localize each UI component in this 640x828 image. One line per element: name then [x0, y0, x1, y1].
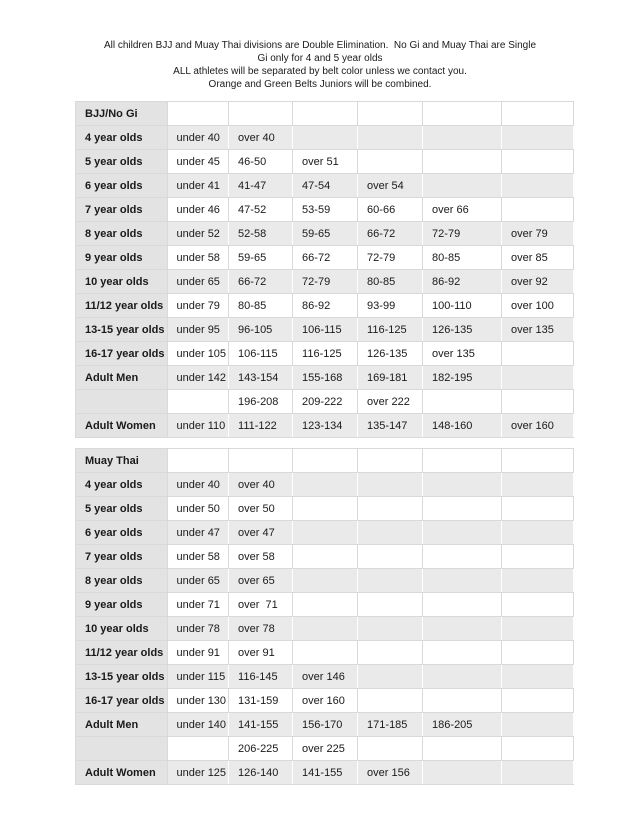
age-group-label-cell: 6 year olds	[76, 174, 168, 198]
division-row	[76, 150, 574, 174]
division-row	[76, 270, 574, 294]
age-group-label-cell: BJJ/No Gi	[76, 102, 168, 126]
weight-range-cell: 93-99	[358, 294, 423, 318]
weight-range-cell	[358, 665, 423, 689]
age-group-label-cell: Adult Women	[76, 414, 168, 438]
weight-range-cell	[423, 497, 502, 521]
age-group-label-cell: 8 year olds	[76, 222, 168, 246]
weight-range-cell	[358, 102, 423, 126]
weight-range-cell	[423, 174, 502, 198]
notice-line-2: Gi only for 4 and 5 year olds	[257, 53, 383, 64]
weight-range-cell: 126-135	[423, 318, 502, 342]
age-group-label-cell	[76, 390, 168, 414]
division-row	[76, 198, 574, 222]
weight-range-cell	[167, 737, 229, 761]
weight-range-cell	[167, 449, 229, 473]
weight-range-cell: 66-72	[358, 222, 423, 246]
weight-range-cell: 72-79	[423, 222, 502, 246]
weight-range-cell: 53-59	[293, 198, 358, 222]
weight-range-cell: 148-160	[423, 414, 502, 438]
weight-range-cell	[358, 689, 423, 713]
weight-range-cell: over 160	[502, 414, 574, 438]
weight-range-cell: under 125	[167, 761, 229, 785]
age-group-label-cell: Adult Men	[76, 366, 168, 390]
weight-range-cell: under 41	[167, 174, 229, 198]
weight-range-cell: 80-85	[358, 270, 423, 294]
weight-range-cell: over 79	[502, 222, 574, 246]
weight-range-cell	[293, 449, 358, 473]
weight-range-cell: 209-222	[293, 390, 358, 414]
age-group-label-cell: 8 year olds	[76, 569, 168, 593]
division-row	[76, 449, 574, 473]
weight-range-cell	[502, 761, 574, 785]
weight-range-cell: over 54	[358, 174, 423, 198]
weight-range-cell: 59-65	[229, 246, 293, 270]
notice-line-4: Orange and Green Belts Juniors will be combined.	[208, 79, 432, 90]
weight-range-cell: 206-225	[229, 737, 293, 761]
weight-range-cell: over 100	[502, 294, 574, 318]
division-row	[76, 102, 574, 126]
weight-range-cell: 86-92	[423, 270, 502, 294]
age-group-label-cell: Adult Women	[76, 761, 168, 785]
weight-range-cell	[423, 569, 502, 593]
division-row	[76, 473, 574, 497]
age-group-label-cell: 13-15 year olds	[76, 665, 168, 689]
weight-range-cell: under 45	[167, 150, 229, 174]
division-row	[76, 497, 574, 521]
weight-range-cell: under 65	[167, 270, 229, 294]
age-group-label-cell: 16-17 year olds	[76, 689, 168, 713]
division-row	[76, 737, 574, 761]
weight-range-cell: over 58	[229, 545, 293, 569]
age-group-label-cell: 9 year olds	[76, 593, 168, 617]
division-row	[76, 294, 574, 318]
weight-range-cell: 60-66	[358, 198, 423, 222]
notice-line-3: ALL athletes will be separated by belt color unless we contact you.	[173, 66, 467, 77]
weight-range-cell	[423, 641, 502, 665]
weight-range-cell	[229, 102, 293, 126]
weight-range-cell: under 58	[167, 545, 229, 569]
weight-range-cell	[502, 593, 574, 617]
age-group-label-cell	[76, 737, 168, 761]
age-group-label-cell: 11/12 year olds	[76, 641, 168, 665]
weight-range-cell	[358, 617, 423, 641]
weight-range-cell	[502, 689, 574, 713]
weight-range-cell: 116-125	[293, 342, 358, 366]
weight-range-cell	[358, 126, 423, 150]
weight-range-cell	[502, 521, 574, 545]
weight-range-cell: under 46	[167, 198, 229, 222]
weight-range-cell	[293, 102, 358, 126]
weight-range-cell: 41-47	[229, 174, 293, 198]
weight-range-cell	[358, 545, 423, 569]
age-group-label-cell: 7 year olds	[76, 198, 168, 222]
weight-range-cell: over 40	[229, 126, 293, 150]
weight-range-cell: 80-85	[229, 294, 293, 318]
weight-range-cell	[423, 593, 502, 617]
weight-range-cell	[502, 641, 574, 665]
weight-range-cell: over 91	[229, 641, 293, 665]
weight-range-cell: 106-115	[229, 342, 293, 366]
weight-range-cell	[358, 449, 423, 473]
weight-range-cell: under 65	[167, 569, 229, 593]
weight-range-cell	[358, 150, 423, 174]
weight-range-cell	[293, 521, 358, 545]
weight-range-cell: 123-134	[293, 414, 358, 438]
weight-range-cell: over 156	[358, 761, 423, 785]
weight-range-cell: under 91	[167, 641, 229, 665]
weight-range-cell: 135-147	[358, 414, 423, 438]
weight-range-cell: over 225	[293, 737, 358, 761]
weight-range-cell	[423, 545, 502, 569]
weight-range-cell: 100-110	[423, 294, 502, 318]
weight-range-cell	[502, 665, 574, 689]
weight-range-cell: over 92	[502, 270, 574, 294]
weight-range-cell	[502, 342, 574, 366]
division-row	[76, 641, 574, 665]
weight-range-cell: under 40	[167, 473, 229, 497]
division-row	[76, 545, 574, 569]
weight-range-cell	[293, 593, 358, 617]
weight-range-cell	[358, 641, 423, 665]
weight-range-cell: under 79	[167, 294, 229, 318]
weight-range-cell	[502, 497, 574, 521]
weight-range-cell	[502, 449, 574, 473]
weight-range-cell	[167, 102, 229, 126]
weight-range-cell	[293, 126, 358, 150]
weight-range-cell: 80-85	[423, 246, 502, 270]
weight-range-cell: under 115	[167, 665, 229, 689]
weight-range-cell	[167, 390, 229, 414]
age-group-label-cell: 5 year olds	[76, 150, 168, 174]
weight-range-cell	[423, 761, 502, 785]
weight-range-cell	[293, 569, 358, 593]
notice-line-1: All children BJJ and Muay Thai divisions are Double Elimination. No Gi and Muay Thai are Single	[103, 40, 537, 51]
division-row	[76, 593, 574, 617]
weight-range-cell: under 58	[167, 246, 229, 270]
weight-range-cell: 196-208	[229, 390, 293, 414]
division-row	[76, 617, 574, 641]
weight-range-cell	[423, 150, 502, 174]
weight-range-cell	[293, 497, 358, 521]
division-row	[76, 713, 574, 737]
weight-range-cell: 169-181	[358, 366, 423, 390]
weight-range-cell: 47-54	[293, 174, 358, 198]
weight-range-cell: under 40	[167, 126, 229, 150]
weight-range-cell: 186-205	[423, 713, 502, 737]
age-group-label-cell: 10 year olds	[76, 270, 168, 294]
weight-range-cell	[502, 366, 574, 390]
weight-range-cell: over 65	[229, 569, 293, 593]
weight-range-cell	[293, 473, 358, 497]
weight-range-cell	[358, 497, 423, 521]
weight-range-cell	[423, 473, 502, 497]
weight-range-cell: 111-122	[229, 414, 293, 438]
weight-range-cell	[358, 737, 423, 761]
age-group-label-cell: 6 year olds	[76, 521, 168, 545]
division-row	[76, 521, 574, 545]
weight-range-cell: under 50	[167, 497, 229, 521]
weight-range-cell: 131-159	[229, 689, 293, 713]
weight-range-cell	[423, 449, 502, 473]
weight-range-cell	[502, 174, 574, 198]
weight-range-cell	[423, 102, 502, 126]
weight-range-cell: over 50	[229, 497, 293, 521]
age-group-label-cell: 16-17 year olds	[76, 342, 168, 366]
muay-thai-divisions-table	[75, 448, 574, 785]
division-row	[76, 390, 574, 414]
weight-range-cell	[502, 198, 574, 222]
division-row	[76, 689, 574, 713]
weight-range-cell: 141-155	[229, 713, 293, 737]
weight-range-cell	[502, 737, 574, 761]
weight-range-cell	[423, 390, 502, 414]
weight-range-cell: over 135	[423, 342, 502, 366]
weight-range-cell: over 222	[358, 390, 423, 414]
age-group-label-cell: Muay Thai	[76, 449, 168, 473]
weight-range-cell	[423, 689, 502, 713]
weight-range-cell	[423, 737, 502, 761]
weight-range-cell: 143-154	[229, 366, 293, 390]
weight-range-cell: 171-185	[358, 713, 423, 737]
weight-range-cell: 86-92	[293, 294, 358, 318]
weight-range-cell: 106-115	[293, 318, 358, 342]
age-group-label-cell: 11/12 year olds	[76, 294, 168, 318]
weight-range-cell: under 52	[167, 222, 229, 246]
age-group-label-cell: 10 year olds	[76, 617, 168, 641]
weight-range-cell: over 47	[229, 521, 293, 545]
weight-range-cell: 52-58	[229, 222, 293, 246]
weight-range-cell: 156-170	[293, 713, 358, 737]
division-row	[76, 665, 574, 689]
weight-range-cell	[502, 713, 574, 737]
division-row	[76, 126, 574, 150]
division-row	[76, 174, 574, 198]
age-group-label-cell: 4 year olds	[76, 473, 168, 497]
weight-range-cell	[423, 521, 502, 545]
weight-range-cell: under 140	[167, 713, 229, 737]
age-group-label-cell: 5 year olds	[76, 497, 168, 521]
weight-range-cell: 72-79	[293, 270, 358, 294]
weight-range-cell	[293, 641, 358, 665]
weight-range-cell: 59-65	[293, 222, 358, 246]
division-row	[76, 246, 574, 270]
age-group-label-cell: 4 year olds	[76, 126, 168, 150]
bjj-nogi-divisions-table	[75, 101, 574, 438]
weight-range-cell	[423, 126, 502, 150]
weight-range-cell: under 110	[167, 414, 229, 438]
weight-range-cell: over 85	[502, 246, 574, 270]
weight-range-cell: under 130	[167, 689, 229, 713]
weight-range-cell: 126-140	[229, 761, 293, 785]
weight-range-cell: under 47	[167, 521, 229, 545]
weight-range-cell: 116-125	[358, 318, 423, 342]
weight-range-cell	[293, 617, 358, 641]
weight-range-cell	[358, 521, 423, 545]
weight-range-cell: over 66	[423, 198, 502, 222]
weight-range-cell	[423, 665, 502, 689]
division-row	[76, 366, 574, 390]
weight-range-cell: 66-72	[229, 270, 293, 294]
weight-range-cell	[502, 390, 574, 414]
weight-range-cell: 96-105	[229, 318, 293, 342]
age-group-label-cell: 9 year olds	[76, 246, 168, 270]
weight-range-cell: 46-50	[229, 150, 293, 174]
weight-range-cell: 182-195	[423, 366, 502, 390]
age-group-label-cell: 7 year olds	[76, 545, 168, 569]
weight-range-cell: under 71	[167, 593, 229, 617]
weight-range-cell: 47-52	[229, 198, 293, 222]
weight-range-cell: 66-72	[293, 246, 358, 270]
division-row	[76, 761, 574, 785]
weight-range-cell: 126-135	[358, 342, 423, 366]
age-group-label-cell: Adult Men	[76, 713, 168, 737]
weight-range-cell: over 160	[293, 689, 358, 713]
weight-range-cell	[358, 473, 423, 497]
weight-range-cell	[502, 569, 574, 593]
weight-range-cell	[502, 617, 574, 641]
weight-range-cell	[229, 449, 293, 473]
weight-range-cell: under 105	[167, 342, 229, 366]
weight-range-cell	[502, 102, 574, 126]
weight-range-cell: under 95	[167, 318, 229, 342]
weight-range-cell	[293, 545, 358, 569]
weight-range-cell	[358, 593, 423, 617]
notice-block	[0, 39, 640, 91]
weight-range-cell	[502, 150, 574, 174]
weight-range-cell: 155-168	[293, 366, 358, 390]
weight-range-cell	[358, 569, 423, 593]
weight-range-cell: over 146	[293, 665, 358, 689]
weight-range-cell: under 142	[167, 366, 229, 390]
division-row	[76, 318, 574, 342]
weight-range-cell: over 71	[229, 593, 293, 617]
division-row	[76, 569, 574, 593]
weight-range-cell: 141-155	[293, 761, 358, 785]
weight-range-cell: over 135	[502, 318, 574, 342]
weight-range-cell: over 40	[229, 473, 293, 497]
weight-range-cell	[502, 473, 574, 497]
weight-range-cell: 116-145	[229, 665, 293, 689]
division-row	[76, 342, 574, 366]
weight-range-cell: over 51	[293, 150, 358, 174]
age-group-label-cell: 13-15 year olds	[76, 318, 168, 342]
weight-range-cell: under 78	[167, 617, 229, 641]
division-row	[76, 222, 574, 246]
division-row	[76, 414, 574, 438]
weight-range-cell: 72-79	[358, 246, 423, 270]
weight-range-cell	[423, 617, 502, 641]
weight-range-cell	[502, 126, 574, 150]
weight-range-cell	[502, 545, 574, 569]
weight-range-cell: over 78	[229, 617, 293, 641]
